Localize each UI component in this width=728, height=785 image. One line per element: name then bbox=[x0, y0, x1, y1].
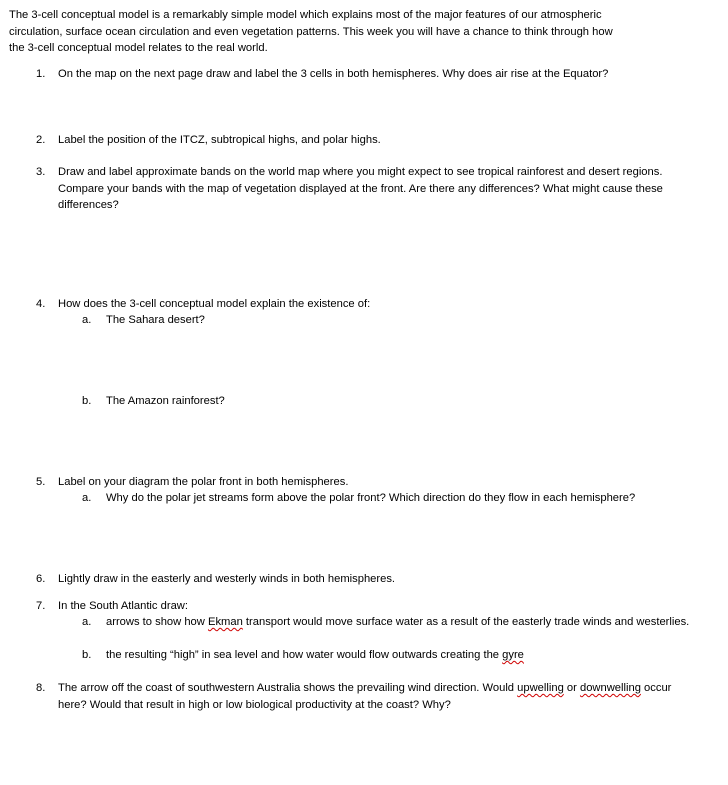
question-text: The arrow off the coast of southwestern Australia shows the prevailing wind direction. Would upwelling or downwelling occur here? Would that result in high or low biological productivity at the coast? Why? bbox=[58, 682, 672, 711]
question-7b bbox=[9, 647, 728, 664]
question-text: Lightly draw in the easterly and westerly winds in both hemispheres. bbox=[58, 573, 396, 585]
worksheet-page bbox=[9, 7, 690, 711]
sub-letter: b. bbox=[82, 649, 92, 661]
sub-text: The Amazon rainforest? bbox=[106, 395, 225, 407]
question-2 bbox=[9, 132, 680, 149]
question-number: 2. bbox=[36, 134, 46, 146]
question-number: 7. bbox=[36, 600, 46, 612]
question-4b bbox=[9, 393, 728, 410]
spellcheck-word: upwelling bbox=[517, 682, 564, 694]
spellcheck-word: gyre bbox=[502, 649, 524, 661]
question-text: On the map on the next page draw and label the 3 cells in both hemispheres. Why does air rise at the Equator? bbox=[58, 68, 609, 80]
question-4a bbox=[9, 312, 728, 329]
question-text: Label on your diagram the polar front in both hemispheres. bbox=[58, 476, 349, 488]
question-7a bbox=[9, 614, 728, 631]
sub-letter: b. bbox=[82, 395, 92, 407]
question-number: 1. bbox=[36, 68, 46, 80]
question-number: 4. bbox=[36, 298, 46, 310]
spellcheck-word: Ekman bbox=[207, 616, 243, 628]
question-text: Label the position of the ITCZ, subtropical highs, and polar highs. bbox=[58, 134, 381, 146]
question-5a bbox=[9, 490, 728, 507]
spellcheck-word: downwelling bbox=[579, 682, 641, 694]
question-5 bbox=[9, 474, 680, 491]
question-number: 6. bbox=[36, 573, 46, 585]
sub-text: arrows to show how Ekman transport would move surface water as a result of the easterly trade winds and westerlies. bbox=[106, 616, 690, 628]
question-8 bbox=[9, 680, 680, 713]
sub-letter: a. bbox=[82, 616, 92, 628]
question-number: 3. bbox=[36, 166, 46, 178]
question-6 bbox=[9, 571, 680, 588]
sub-text: the resulting “high” in sea level and how water would flow outwards creating the gyre bbox=[106, 649, 524, 661]
question-1 bbox=[9, 66, 680, 83]
question-number: 8. bbox=[36, 682, 46, 694]
question-text: In the South Atlantic draw: bbox=[58, 600, 188, 612]
question-number: 5. bbox=[36, 476, 46, 488]
question-3 bbox=[9, 164, 680, 214]
sub-text: Why do the polar jet streams form above the polar front? Which direction do they flow in each hemisphere? bbox=[106, 492, 636, 504]
sub-letter: a. bbox=[82, 492, 92, 504]
sub-text: The Sahara desert? bbox=[106, 314, 205, 326]
intro-paragraph: The 3-cell conceptual model is a remarkably simple model which explains most of the major features of our atmospheric circulation, surface ocean circulation and even vegetation patterns. This week you will have a chance to think through how the 3-cell conceptual model relates to the real world. bbox=[9, 9, 613, 54]
question-text: Draw and label approximate bands on the world map where you might expect to see tropical rainforest and desert regions. Compare your bands with the map of vegetation displayed at the front. Are there any differences? What might cause these differences? bbox=[58, 166, 663, 211]
question-7 bbox=[9, 598, 680, 615]
question-4 bbox=[9, 296, 680, 313]
question-text: How does the 3-cell conceptual model explain the existence of: bbox=[58, 298, 371, 310]
sub-letter: a. bbox=[82, 314, 92, 326]
